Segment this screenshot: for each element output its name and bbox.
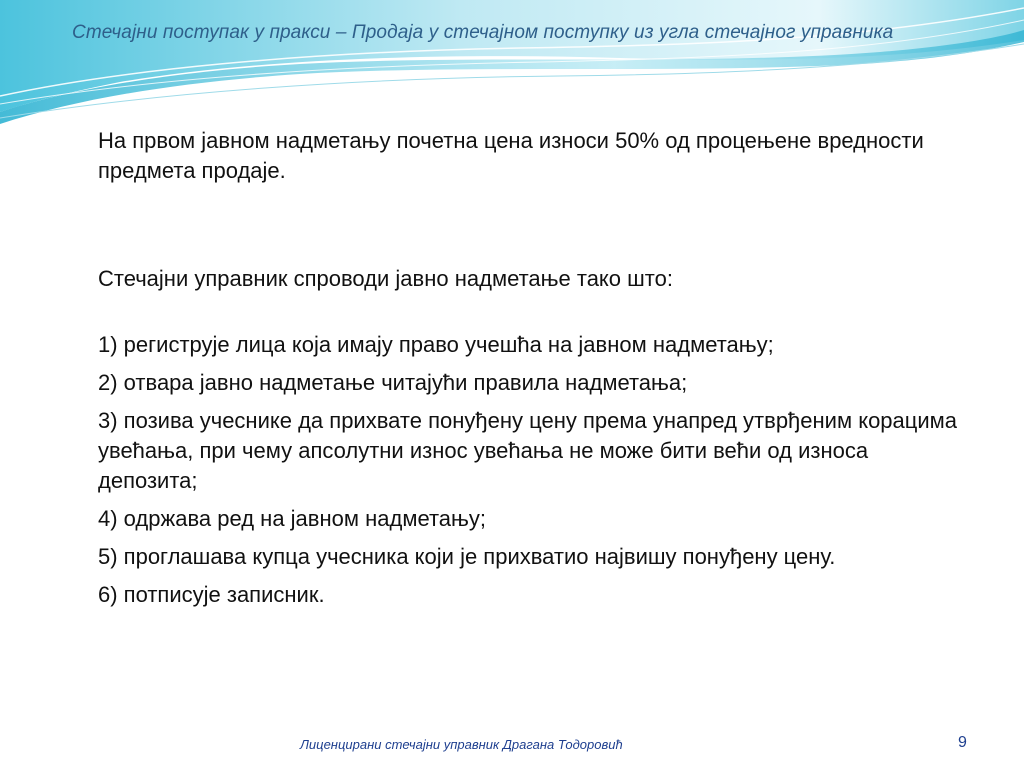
footer-author: Лиценцирани стечајни управник Драгана Тодоровић: [300, 737, 623, 752]
list-item: 1) региструје лица која имају право учешћа на јавном надметању;: [98, 332, 774, 357]
list-item: 6) потписује записник.: [98, 582, 325, 607]
page-number: 9: [958, 734, 967, 751]
list-item: 5) проглашава купца учесника који је прихватио највишу понуђену цену.: [98, 544, 836, 569]
lead-paragraph: Стечајни управник спроводи јавно надметање тако што:: [98, 266, 673, 291]
procedure-list: [98, 330, 968, 610]
slide-content: [98, 126, 968, 618]
list-item: 2) отвара јавно надметање читајући правила надметања;: [98, 370, 688, 395]
intro-paragraph: На првом јавном надметању почетна цена износи 50% од процењене вредности предмета продаје.: [98, 128, 924, 183]
header-wave-decoration: [0, 0, 1024, 130]
slide-title: Стечајни поступак у пракси – Продаја у стечајном поступку из угла стечајног управника: [72, 22, 894, 43]
list-item: 3) позива учеснике да прихвате понуђену цену према унапред утврђеним корацима увећања, при чему апсолутни износ увећања не може бити већи од износа депозита;: [98, 408, 958, 493]
list-item: 4) одржава ред на јавном надметању;: [98, 506, 487, 531]
